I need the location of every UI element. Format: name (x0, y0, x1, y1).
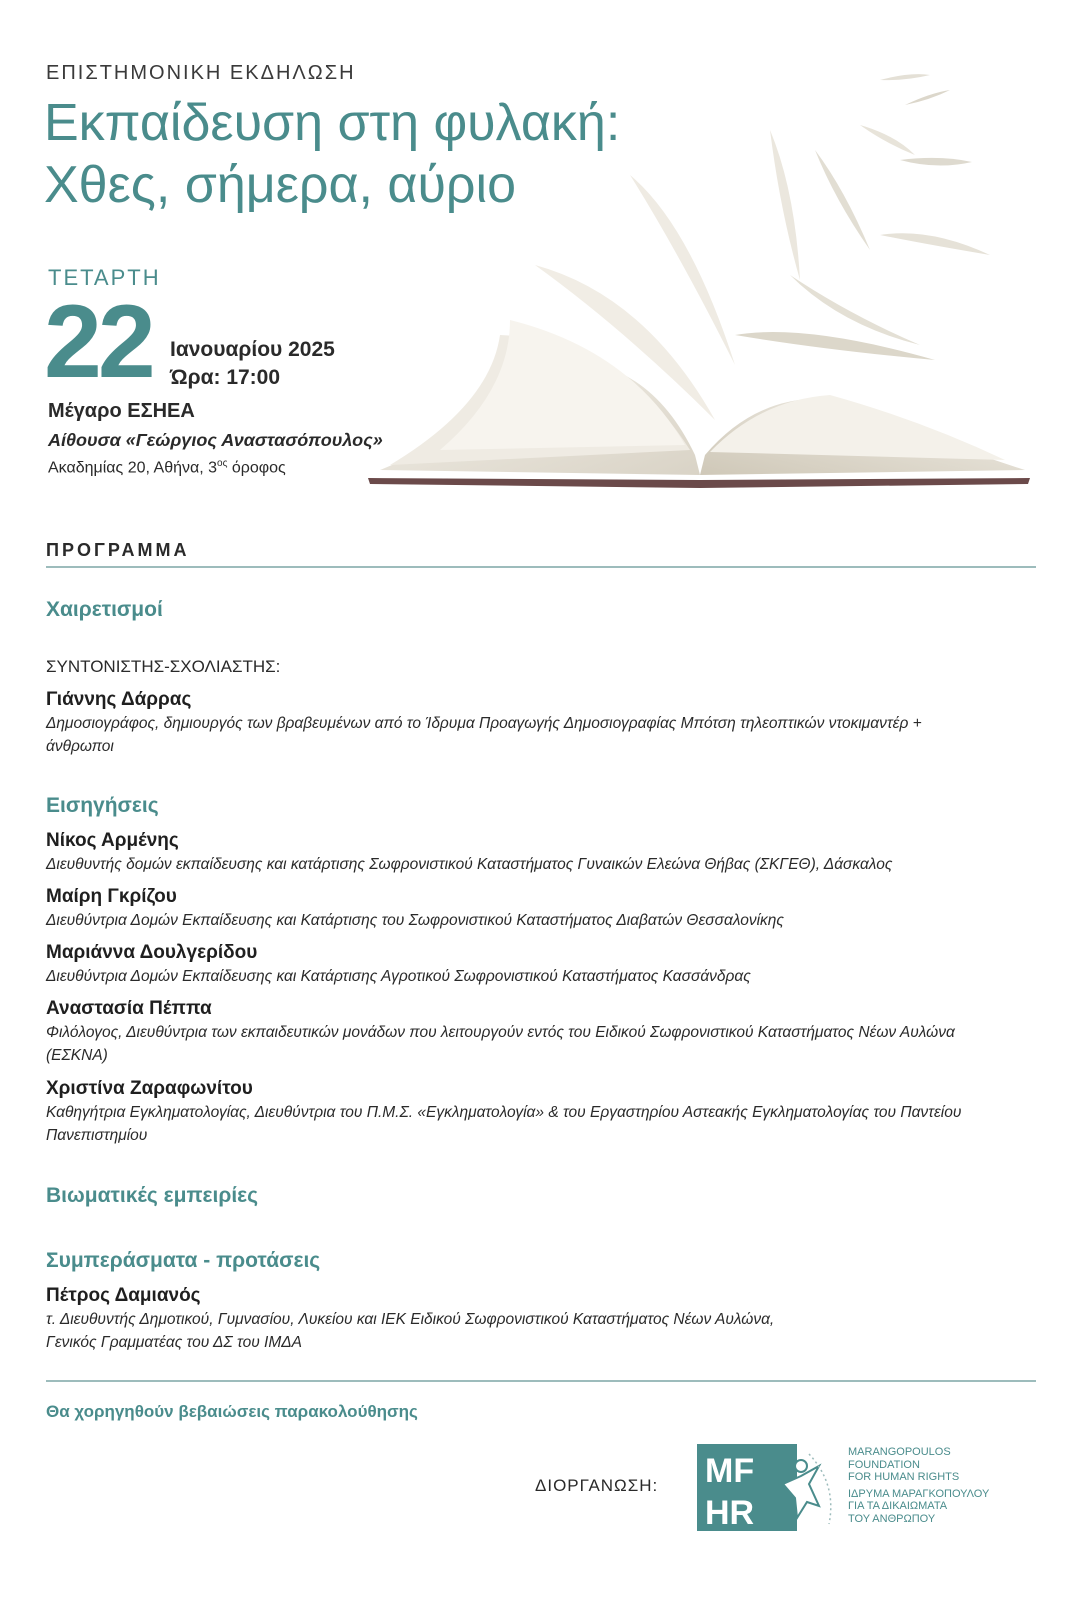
address-text: Ακαδημίας 20, Αθήνα, 3 (48, 459, 218, 477)
event-hall: Αίθουσα «Γεώργιος Αναστασόπουλος» (48, 430, 383, 450)
event-time: Ώρα: 17:00 (170, 366, 281, 389)
logo-text-en-2: FOUNDATION (848, 1458, 920, 1471)
event-venue: Μέγαρο ΕΣΗΕΑ (48, 400, 195, 422)
logo-text-gr-3: ΤΟΥ ΑΝΘΡΩΠΟΥ (848, 1512, 936, 1525)
mfhr-logo-icon (697, 1444, 839, 1531)
moderator-label: ΣΥΝΤΟΝΙΣΤΗΣ-ΣΧΟΛΙΑΣΤΗΣ: (46, 657, 281, 676)
speaker (46, 885, 1006, 932)
address-end: όροφος (227, 459, 286, 477)
logo-text-gr-1: ΙΔΡΥΜΑ ΜΑΡΑΓΚΟΠΟΥΛΟΥ (848, 1487, 990, 1500)
conclusions-speaker-desc-1: τ. Διευθυντής Δημοτικού, Γυμνασίου, Λυκείου και ΙΕΚ Ειδικού Σωφρονιστικού Καταστήματος Νέων Αυλώνα, (46, 1311, 775, 1328)
address-floor-suffix: ος (217, 458, 228, 469)
program-heading: ΠΡΟΓΡΑΜΜΑ (46, 540, 190, 560)
title-line-1: Εκπαίδευση στη φυλακή: (44, 94, 621, 152)
speaker-name: Μαίρη Γκρίζου (46, 886, 177, 907)
conclusions-speaker (46, 1284, 1006, 1354)
title-line-2: Χθες, σήμερα, αύριο (44, 156, 516, 214)
organizer-label: ΔΙΟΡΓΑΝΩΣΗ: (535, 1476, 659, 1495)
logo-text-en-3: FOR HUMAN RIGHTS (848, 1471, 960, 1483)
speaker (46, 1077, 1006, 1147)
divider-bottom (46, 1380, 1036, 1382)
event-day: 22 (44, 284, 152, 400)
speaker-desc: Διευθύντρια Δομών Εκπαίδευσης και Κατάρτισης του Σωφρονιστικού Καταστήματος Διαβατών Θεσσαλονίκης (46, 912, 784, 929)
event-address (48, 458, 286, 477)
conclusions-speaker-name: Πέτρος Δαμιανός (46, 1285, 201, 1306)
speaker (46, 829, 1006, 876)
speaker (46, 997, 1006, 1067)
speaker (46, 941, 1006, 988)
speaker-name: Μαριάννα Δουλγερίδου (46, 942, 258, 963)
svg-text:HR: HR (705, 1494, 755, 1531)
moderator-desc: Δημοσιογράφος, δημιουργός των βραβευμένων από το Ίδρυμα Προαγωγής Δημοσιογραφίας Μπότση τηλεοπτικών ντοκιμαντέρ + άνθρωποι (46, 715, 922, 755)
section-experiences: Βιωματικές εμπειρίες (46, 1184, 259, 1207)
logo-text-en-1: MARANGOPOULOS (848, 1446, 951, 1458)
speaker-name: Χριστίνα Ζαραφωνίτου (46, 1078, 253, 1099)
speaker-name: Αναστασία Πέππα (46, 998, 212, 1019)
svg-text:MF: MF (705, 1452, 755, 1490)
moderator (46, 688, 1006, 758)
section-greetings: Χαιρετισμοί (46, 598, 163, 621)
logo-wordmark (848, 1446, 989, 1525)
moderator-name: Γιάννης Δάρρας (46, 689, 192, 710)
event-kicker: ΕΠΙΣΤΗΜΟΝΙΚΗ ΕΚΔΗΛΩΣΗ (46, 62, 356, 84)
conclusions-speaker-desc-2: Γενικός Γραμματέας του ΔΣ του ΙΜΔΑ (46, 1334, 302, 1351)
event-weekday: ΤΕΤΑΡΤΗ (48, 265, 161, 290)
speaker-name: Νίκος Αρμένης (46, 830, 179, 851)
event-month-year: Ιανουαρίου 2025 (170, 338, 335, 361)
speaker-desc: Φιλόλογος, Διευθύντρια των εκπαιδευτικών μονάδων που λειτουργούν εντός του Ειδικού Σωφρονιστικού Καταστήματος Νέων Αυλώνα (ΕΣΚΝΑ) (46, 1024, 955, 1064)
speaker-desc: Διευθυντής δομών εκπαίδευσης και κατάρτισης Σωφρονιστικού Καταστήματος Γυναικών Ελεώνα Θήβας (ΣΚΓΕΘ), Δάσκαλος (46, 856, 893, 873)
section-conclusions: Συμπεράσματα - προτάσεις (46, 1249, 321, 1272)
speaker-desc: Διευθύντρια Δομών Εκπαίδευσης και Κατάρτισης Αγροτικού Σωφρονιστικού Καταστήματος Κασσάνδρας (46, 968, 751, 985)
divider-top (46, 566, 1036, 568)
section-presentations: Εισηγήσεις (46, 794, 159, 817)
logo-text-gr-2: ΓΙΑ ΤΑ ΔΙΚΑΙΩΜΑΤΑ (848, 1500, 948, 1512)
open-book-icon (360, 60, 1040, 520)
certificate-note: Θα χορηγηθούν βεβαιώσεις παρακολούθησης (46, 1402, 418, 1421)
speaker-desc: Καθηγήτρια Εγκληματολογίας, Διευθύντρια του Π.Μ.Σ. «Εγκληματολογία» & του Εργαστηρίου Αστεακής Εγκληματολογίας του Παντείου Πανεπιστημίου (46, 1104, 962, 1144)
